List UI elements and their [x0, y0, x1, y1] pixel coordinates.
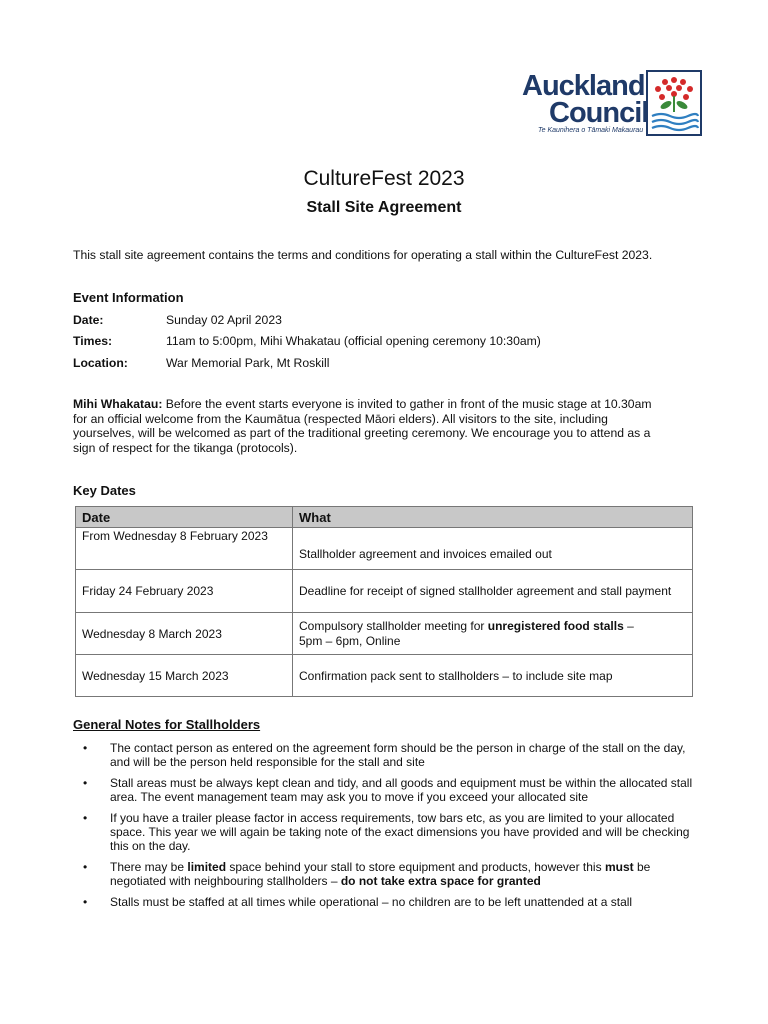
list-item: • Stalls must be staffed at all times while operational – no children are to be left unattended at a stall: [83, 895, 633, 909]
logo-line1: Auckland: [522, 70, 645, 102]
list-item: • If you have a trailer please factor in access requirements, tow bars etc, as you are limited to your allocated space. This year we will again be taking note of the exact dimensions you have provided and will be checking this on the day.: [83, 811, 690, 853]
mihi-paragraph: [73, 397, 703, 455]
date-value: Sunday 02 April 2023: [166, 313, 282, 327]
list-item: • Stall areas must be always kept clean and tidy, and all goods and equipment must be within the allocated stall area. The event management team may ask you to move if you exceed your allocated site: [83, 776, 693, 804]
row-what: Deadline for receipt of signed stallholder agreement and stall payment: [293, 570, 693, 613]
document-title: CultureFest 2023: [303, 167, 465, 190]
logo-line2: Council: [549, 97, 649, 129]
location-value: War Memorial Park, Mt Roskill: [166, 356, 330, 370]
row-what: Confirmation pack sent to stallholders – to include site map: [293, 655, 693, 697]
row-what: Stallholder agreement and invoices emailed out: [293, 528, 693, 570]
table-row: [76, 570, 693, 613]
table-row: [76, 528, 693, 570]
mihi-label: Mihi Whakatau:: [73, 397, 163, 411]
bullet-icon: •: [83, 860, 88, 874]
location-label: Location:: [73, 356, 128, 370]
key-dates-heading: Key Dates: [73, 483, 136, 498]
row-date: Wednesday 8 March 2023: [76, 613, 293, 655]
general-notes-list: [73, 741, 698, 916]
row-date: Friday 24 February 2023: [76, 570, 293, 613]
pohutukawa-emblem-icon: [646, 70, 702, 136]
row-what: Compulsory stallholder meeting for unregistered food stalls – 5pm – 6pm, Online: [293, 613, 693, 655]
bullet-icon: •: [83, 741, 88, 755]
times-label: Times:: [73, 334, 113, 348]
key-dates-table: [75, 506, 693, 697]
bullet-icon: •: [83, 776, 88, 790]
logo-tagline: Te Kaunihera o Tāmaki Makaurau: [538, 127, 644, 134]
mihi-line-2: for an official welcome from the Kaumātua (respected Māori elders). All visitors to the site, including: [73, 411, 608, 426]
table-row: [76, 655, 693, 697]
mihi-line-3: yourselves, will be welcomed as part of the traditional greeting ceremony. We encourage you to attend as a: [73, 426, 651, 440]
bullet-icon: •: [83, 811, 88, 825]
date-label: Date:: [73, 313, 104, 327]
table-header-date: Date: [76, 507, 293, 528]
general-notes-heading: General Notes for Stallholders: [73, 717, 261, 732]
table-header-what: What: [293, 507, 693, 528]
bullet-icon: •: [83, 895, 88, 909]
table-row: [76, 613, 693, 655]
mihi-line-1: Before the event starts everyone is invited to gather in front of the music stage at 10.30am: [162, 397, 652, 411]
intro-paragraph: This stall site agreement contains the terms and conditions for operating a stall within the CultureFest 2023.: [73, 248, 653, 262]
times-value: 11am to 5:00pm, Mihi Whakatau (official opening ceremony 10:30am): [166, 334, 541, 348]
mihi-line-4: sign of respect for the tikanga (protocols).: [73, 440, 298, 455]
row-date: From Wednesday 8 February 2023: [76, 528, 293, 570]
list-item: • There may be limited space behind your stall to store equipment and products, however this must be negotiated with neighbouring stallholders – do not take extra space for granted: [83, 860, 651, 888]
list-item: • The contact person as entered on the agreement form should be the person in charge of the stall on the day, and will be the person held responsible for the stall and site: [83, 741, 686, 769]
row-date: Wednesday 15 March 2023: [76, 655, 293, 697]
event-info-heading: Event Information: [73, 290, 184, 305]
document-subtitle: Stall Site Agreement: [306, 199, 462, 216]
